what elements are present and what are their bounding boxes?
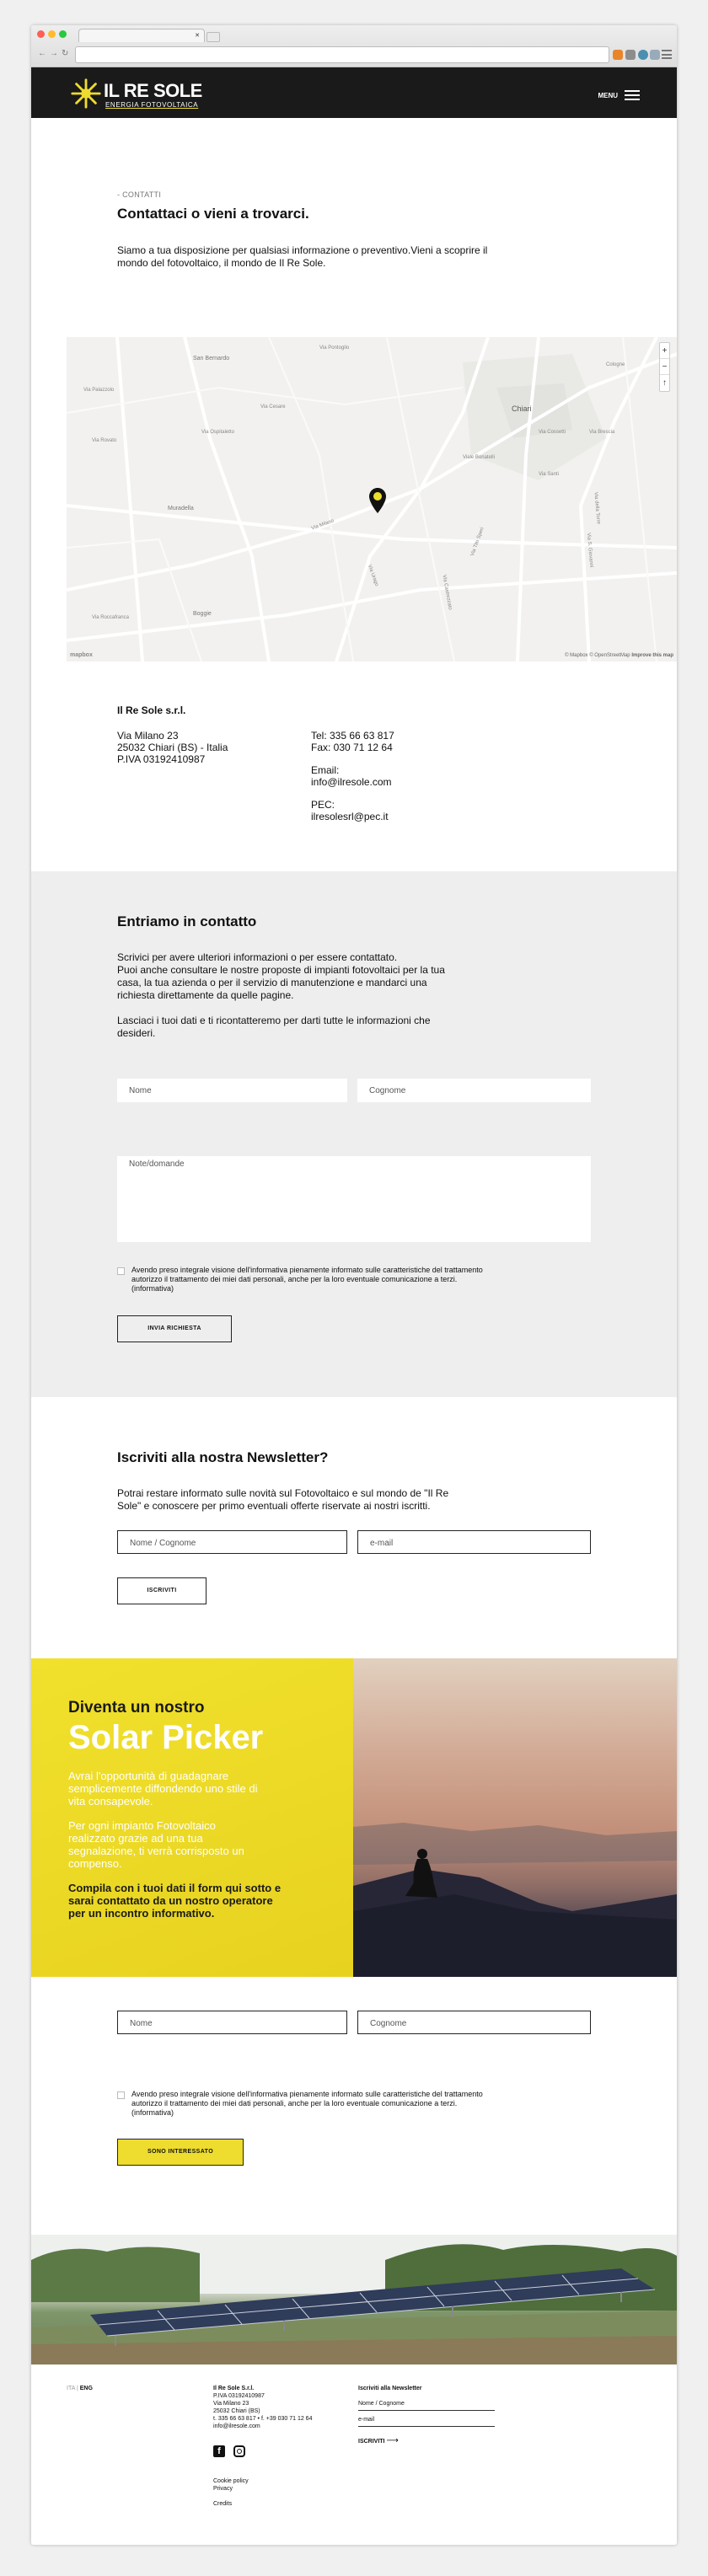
- browser-window: [31, 25, 677, 2545]
- vat-number: P.IVA 03192410987: [117, 753, 206, 765]
- browser-menu-icon[interactable]: [662, 50, 672, 59]
- email-link[interactable]: info@ilresole.com: [311, 776, 392, 788]
- text-line: richiesta direttamente da quelle pagine.: [117, 989, 294, 1001]
- privacy-line: autorizzo il trattamento dei miei dati personali, anche per la loro eventuale comunicazione a terzi.: [131, 2099, 458, 2107]
- maximize-window-button[interactable]: [59, 30, 67, 38]
- map-label: Via Urago: [366, 564, 379, 587]
- map-label: Via Palazzolo: [83, 388, 115, 393]
- solar-panels-image: [31, 2235, 677, 2364]
- arrow-right-icon: ⟶: [386, 2436, 399, 2445]
- footer-email-link[interactable]: info@ilresole.com: [213, 2423, 260, 2429]
- footer-newsletter-title: Iscriviti alla Newsletter: [358, 2386, 422, 2391]
- picker-privacy-checkbox[interactable]: [117, 2091, 125, 2099]
- lang-separator: |: [76, 2386, 78, 2391]
- map-label: Via Tito Speri: [469, 527, 485, 557]
- facebook-icon[interactable]: f: [213, 2445, 225, 2457]
- privacy-link[interactable]: (informativa): [131, 1284, 174, 1293]
- extension-icon[interactable]: [625, 50, 636, 60]
- company-contacts: [311, 730, 394, 822]
- menu-label: MENU: [598, 91, 618, 99]
- map-attribution: [565, 653, 673, 658]
- newsletter-title: Iscriviti alla nostra Newsletter?: [117, 1449, 329, 1465]
- address-line: 25032 Chiari (BS) - Italia: [117, 742, 228, 753]
- map-label: Via della Torre: [593, 491, 601, 525]
- lang-ita-link[interactable]: ITA: [67, 2386, 75, 2391]
- newsletter-text: [117, 1487, 448, 1513]
- minimize-window-button[interactable]: [48, 30, 56, 38]
- window-controls: [37, 30, 67, 38]
- map-label: Via Rovato: [92, 438, 117, 443]
- map-label: Via Roccafranca: [92, 615, 129, 620]
- input-underline: [358, 2410, 495, 2411]
- credits-link[interactable]: Credits: [213, 2501, 233, 2507]
- extension-icon[interactable]: [650, 50, 660, 60]
- location-map[interactable]: [67, 337, 677, 661]
- map-label: Muradella: [168, 506, 194, 511]
- map-label: San Bernardo: [193, 356, 230, 361]
- subscribe-label: ISCRIVITI: [358, 2439, 385, 2445]
- privacy-link[interactable]: (informativa): [131, 2108, 174, 2117]
- newsletter-email-input[interactable]: e-mail: [357, 1530, 591, 1554]
- footer-newsletter-name-input[interactable]: Nome / Cognome: [358, 2401, 405, 2407]
- browser-toolbar: [31, 43, 677, 67]
- footer-subscribe-button[interactable]: [358, 2437, 399, 2445]
- map-label: Viale Bonatelli: [463, 455, 495, 460]
- text-line: compenso.: [68, 1857, 122, 1870]
- attribution-text: © Mapbox © OpenStreetMap: [565, 653, 630, 658]
- newsletter-name-input[interactable]: Nome / Cognome: [117, 1530, 347, 1554]
- text-line: Per ogni impianto Fotovoltaico: [68, 1819, 216, 1832]
- close-icon[interactable]: ✕: [195, 33, 200, 39]
- text-line: vita consapevole.: [68, 1795, 153, 1807]
- solar-picker-kicker: Diventa un nostro: [68, 1699, 205, 1716]
- input-underline: [358, 2426, 495, 2427]
- privacy-line: autorizzo il trattamento dei miei dati personali, anche per la loro eventuale comunicazione a terzi.: [131, 1275, 458, 1283]
- zoom-out-button[interactable]: −: [660, 359, 669, 375]
- picker-name-input[interactable]: Nome: [117, 2011, 347, 2034]
- name-input[interactable]: Nome: [117, 1079, 347, 1102]
- surname-input[interactable]: Cognome: [357, 1079, 591, 1102]
- footer-company-info: [213, 2385, 312, 2430]
- notes-textarea[interactable]: Note/domande: [117, 1156, 591, 1242]
- fax-number: Fax: 030 71 12 64: [311, 742, 393, 753]
- map-zoom-controls: [659, 342, 670, 392]
- logo-sub-text: ENERGIA FOTOVOLTAICA: [105, 101, 199, 109]
- privacy-checkbox[interactable]: [117, 1267, 125, 1275]
- text-line: Avrai l'opportunità di guadagnare: [68, 1770, 229, 1782]
- address-bar[interactable]: [75, 46, 609, 63]
- footer-address-line: Via Milano 23: [213, 2401, 249, 2407]
- pec-label: PEC:: [311, 799, 335, 811]
- solar-picker-title: Solar Picker: [68, 1719, 264, 1756]
- new-tab-button[interactable]: [206, 32, 220, 42]
- solar-panels-photo: [31, 2235, 677, 2364]
- sunset-photo: [353, 1658, 677, 1977]
- footer-company-name: Il Re Sole S.r.l.: [213, 2386, 255, 2391]
- picker-surname-input[interactable]: Cognome: [357, 2011, 591, 2034]
- phone-number: Tel: 335 66 63 817: [311, 730, 394, 742]
- map-label: Via Cesare: [260, 404, 286, 410]
- lang-eng-link[interactable]: ENG: [79, 2386, 93, 2391]
- text-line: desideri.: [117, 1027, 156, 1039]
- map-label: Via Santi: [539, 472, 559, 477]
- privacy-text: [131, 1266, 483, 1293]
- instagram-icon[interactable]: [233, 2445, 245, 2457]
- footer-phones: t. 335 66 63 817 • f. +39 030 71 12 64: [213, 2416, 313, 2422]
- zoom-in-button[interactable]: +: [660, 343, 669, 359]
- map-label: Cologne: [606, 362, 625, 367]
- footer-address-line: 25032 Chiari (BS): [213, 2408, 260, 2414]
- address-line: Via Milano 23: [117, 730, 179, 742]
- site-header: [31, 67, 677, 118]
- browser-tab[interactable]: [78, 29, 205, 42]
- compass-button[interactable]: ↑: [662, 378, 667, 388]
- close-window-button[interactable]: [37, 30, 45, 38]
- map-label: Boggie: [193, 611, 212, 617]
- location-pin-icon[interactable]: [368, 487, 387, 514]
- contact-text: [117, 951, 445, 1040]
- site-footer: [31, 2364, 677, 2545]
- footer-newsletter-email-input[interactable]: e-mail: [358, 2417, 375, 2423]
- map-label: Chiari: [512, 404, 532, 413]
- map-label: Via Milano: [310, 518, 335, 532]
- email-label: Email:: [311, 764, 340, 776]
- pec-link[interactable]: ilresolesrl@pec.it: [311, 811, 389, 822]
- map-label: Via Pontoglio: [319, 345, 350, 351]
- text-line: sarai contattato da un nostro operatore: [68, 1894, 273, 1907]
- improve-map-link[interactable]: Improve this map: [631, 653, 673, 658]
- company-name: Il Re Sole s.r.l.: [117, 704, 186, 716]
- subscribe-button[interactable]: ISCRIVITI: [117, 1577, 206, 1604]
- text-line: Puoi anche consultare le nostre proposte di impianti fotovoltaici per la tua: [117, 964, 445, 976]
- text-line: per un incontro informativo.: [68, 1907, 215, 1920]
- footer-vat: P.IVA 03192410987: [213, 2393, 265, 2399]
- map-label: Via S. Giovanni: [585, 533, 594, 568]
- picker-privacy-text: [131, 2090, 483, 2118]
- contact-section: [31, 871, 677, 1397]
- text-line: Potrai restare informato sulle novità sul Fotovoltaico e sul mondo de "Il Re: [117, 1487, 449, 1499]
- interested-button[interactable]: SONO INTERESSATO: [117, 2139, 244, 2166]
- intro-line: Siamo a tua disposizione per qualsiasi informazione o preventivo.Vieni a scoprire il: [117, 244, 488, 256]
- company-address: [117, 730, 228, 765]
- contacts-intro: [117, 244, 487, 270]
- logo-main-text: IL RE SOLE: [104, 80, 202, 101]
- solar-picker-text: [68, 1770, 281, 1920]
- solar-picker-panel: [31, 1658, 353, 1977]
- privacy-line: Avendo preso integrale visione dell'informativa pienamente informato sulle caratteristiche del trattamento: [131, 2090, 483, 2098]
- text-line: segnalazione, ti verrà corrisposto un: [68, 1845, 244, 1857]
- text-line: Sole" e conoscere per primo eventuali offerte riservate ai nostri iscritti.: [117, 1500, 431, 1512]
- text-line: Lasciaci i tuoi dati e ti ricontatteremo per darti tutte le informazioni che: [117, 1015, 431, 1026]
- arrow-left-icon[interactable]: ←: [38, 49, 46, 58]
- cookie-policy-link[interactable]: Cookie policy: [213, 2478, 249, 2484]
- intro-line: mondo del fotovoltaico, il mondo de Il Re Sole.: [117, 257, 326, 269]
- privacy-line: Avendo preso integrale visione dell'informativa pienamente informato sulle caratteristiche del trattamento: [131, 1266, 483, 1274]
- hamburger-icon: [625, 90, 640, 100]
- section-kicker: - CONTATTI: [117, 190, 162, 199]
- footer-links: [213, 2477, 249, 2508]
- map-label: Via Brescia: [589, 430, 615, 435]
- map-label: Via Castrezzato: [441, 574, 453, 611]
- page-title: Contattaci o vieni a trovarci.: [117, 206, 309, 222]
- mapbox-logo[interactable]: mapbox: [70, 652, 93, 658]
- privacy-link[interactable]: Privacy: [213, 2486, 233, 2492]
- browser-chrome: [31, 25, 677, 67]
- menu-button[interactable]: [598, 90, 640, 100]
- reload-icon[interactable]: ↻: [62, 49, 69, 58]
- globe-extension-icon[interactable]: [638, 50, 648, 60]
- language-switcher: [67, 2385, 93, 2392]
- rss-extension-icon[interactable]: [613, 50, 623, 60]
- text-line: Scrivici per avere ulteriori informazioni o per essere contattato.: [117, 951, 398, 963]
- text-line: realizzato grazie ad una tua: [68, 1832, 203, 1845]
- sun-logo-icon: [70, 78, 102, 110]
- send-request-button[interactable]: INVIA RICHIESTA: [117, 1315, 232, 1342]
- map-label: Via Ospitaletto: [201, 430, 234, 435]
- map-label: Via Cossetti: [539, 430, 566, 435]
- arrow-right-icon[interactable]: →: [50, 49, 58, 58]
- text-line: Compila con i tuoi dati il form qui sotto e: [68, 1882, 282, 1894]
- sunset-landscape-image: [353, 1658, 677, 1977]
- text-line: semplicemente diffondendo uno stile di: [68, 1782, 258, 1795]
- contact-title: Entriamo in contatto: [117, 913, 257, 929]
- text-line: casa, la tua azienda o per il servizio di manutenzione e mandarci una: [117, 977, 427, 988]
